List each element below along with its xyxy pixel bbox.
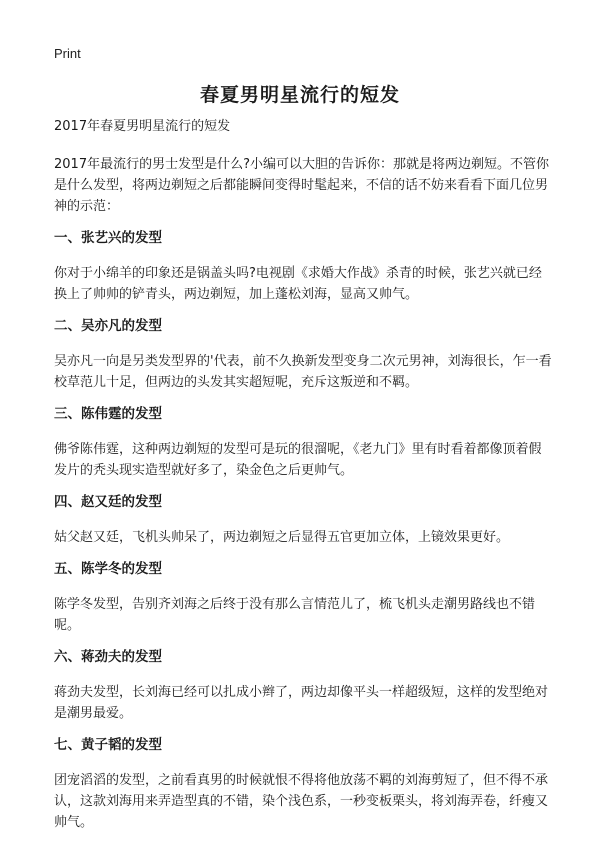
section-wu-yifan [54,316,554,393]
section-body: 团宠滔滔的发型，之前看真男的时候就恨不得将他放荡不羁的刘海剪短了，但不得不承认，这款刘海用来弄造型真的不错，染个浅色系，一秒变板栗头，将刘海弄卷，纤瘦又帅气。 [54,773,549,830]
section-body: 姑父赵又廷，飞机头帅呆了，两边剃短之后显得五官更加立体，上镜效果更好。 [54,530,510,545]
section-body: 蒋劲夫发型，长刘海已经可以扎成小辫了，两边却像平头一样超级短，这样的发型绝对是潮男最爱。 [54,685,549,721]
section-heading: 三、陈伟霆的发型 [54,406,162,422]
print-link[interactable]: Print [54,46,81,61]
document-content [54,116,554,844]
section-heading: 七、黄子韬的发型 [54,737,162,753]
section-zhao-youting [54,492,554,548]
section-heading: 二、吴亦凡的发型 [54,318,162,334]
section-chen-weiting [54,404,554,481]
document-subtitle: 2017年春夏男明星流行的短发 [54,119,231,134]
section-body: 你对于小绵羊的印象还是锅盖头吗?电视剧《求婚大作战》杀青的时候，张艺兴就已经换上了帅帅的铲青头，两边剃短，加上蓬松刘海，显高又帅气。 [54,266,542,302]
section-heading: 六、蒋劲夫的发型 [54,649,162,665]
section-chen-xuedong [54,559,554,636]
section-heading: 一、张艺兴的发型 [54,230,162,246]
section-heading: 四、赵又廷的发型 [54,494,162,510]
section-huang-zitao [54,735,554,833]
section-heading: 五、陈学冬的发型 [54,561,162,577]
section-zhang-yixing [54,228,554,305]
intro-paragraph: 2017年最流行的男士发型是什么?小编可以大胆的告诉你：那就是将两边剃短。不管你是什么发型，将两边剃短之后都能瞬间变得时髦起来，不信的话不妨来看看下面几位男神的示范： [54,157,549,214]
section-jiang-jinfu [54,647,554,724]
section-body: 陈学冬发型，告别齐刘海之后终于没有那么言情范儿了，梳飞机头走潮男路线也不错呢。 [54,597,536,633]
section-body: 佛爷陈伟霆，这种两边剃短的发型可是玩的很溜呢，《老九门》里有时看着都像顶着假发片的秃头现实造型就好多了，染金色之后更帅气。 [54,442,542,478]
section-body: 吴亦凡一向是另类发型界的'代表，前不久换新发型变身二次元男神，刘海很长，乍一看校草范儿十足，但两边的头发其实超短呢，充斥这叛逆和不羁。 [54,354,552,390]
document-title: 春夏男明星流行的短发 [199,84,400,106]
